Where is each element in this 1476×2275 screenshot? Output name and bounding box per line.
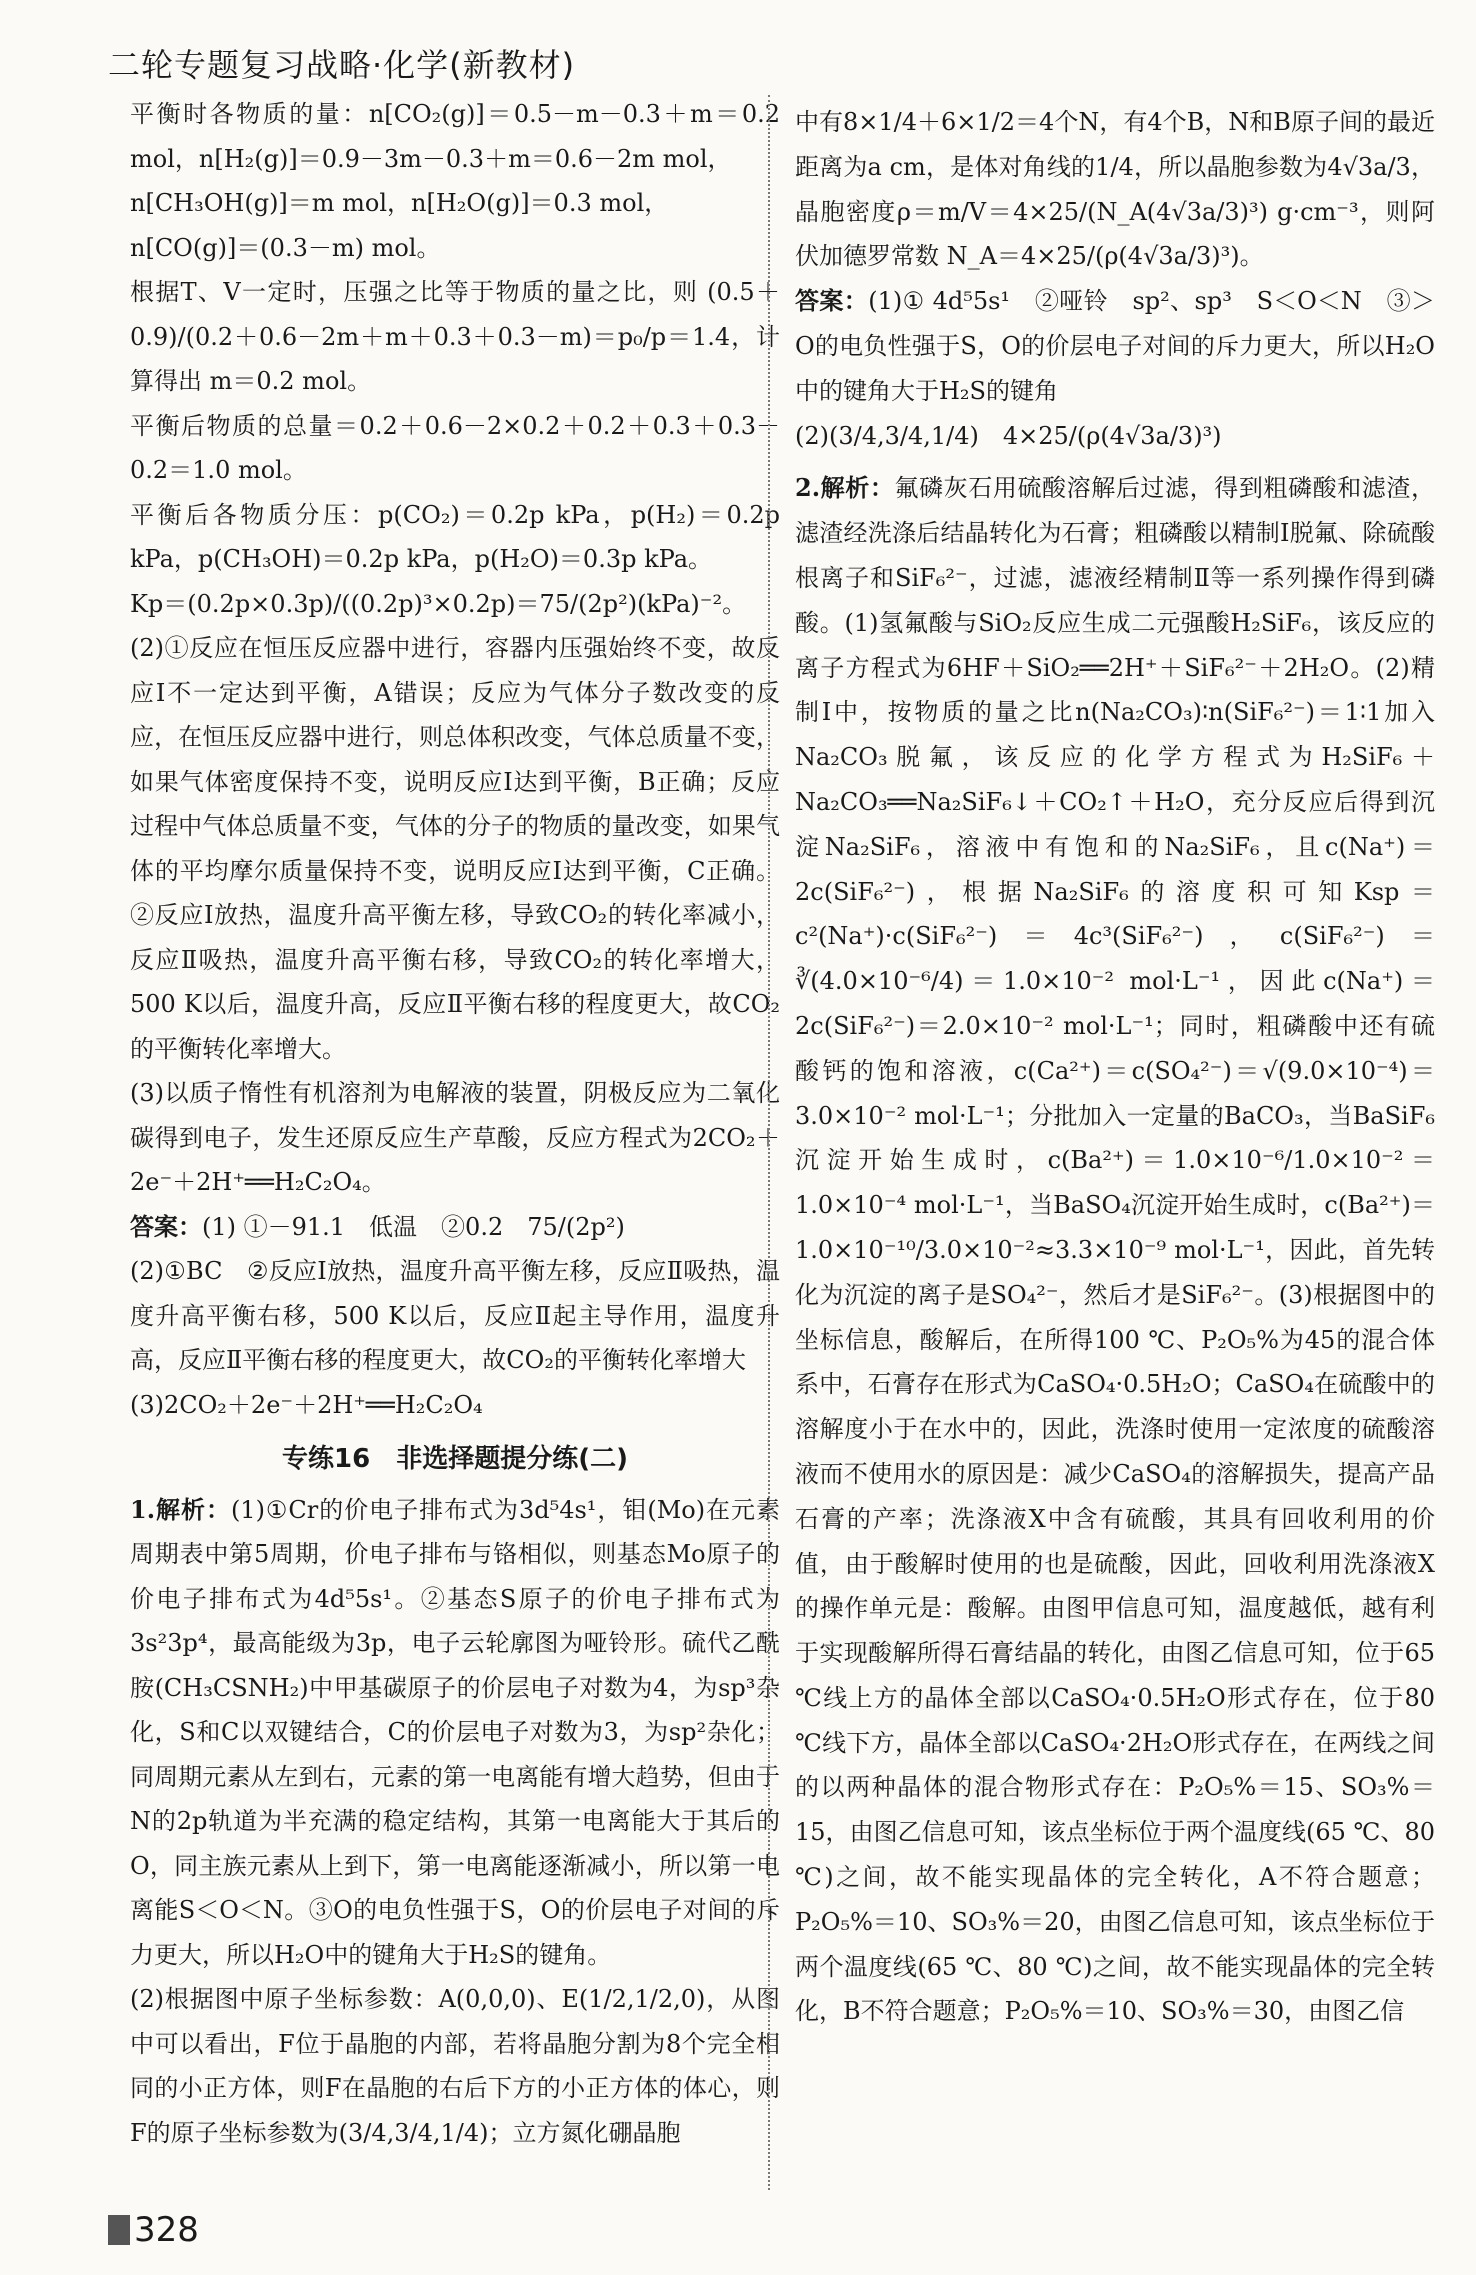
paragraph: 平衡后物质的总量＝0.2＋0.6－2×0.2＋0.2＋0.3＋0.3－0.2＝1.0 mol。 — [130, 411, 780, 484]
answer-line — [795, 279, 1459, 413]
answer-text: (1)① 4d⁵5s¹ ②哑铃 sp²、sp³ S＜O＜N ③＞ O的电负性强于S，O的价层电子对间的斥力更大，所以H₂O中的键角大于H₂S的键角 — [795, 287, 1459, 405]
answer-line: (2)①BC ②反应Ⅰ放热，温度升高平衡左移，反应Ⅱ吸热，温度升高平衡右移，500 K以后，反应Ⅱ起主导作用，温度升高，反应Ⅱ平衡右移的程度更大，故CO₂的平衡转化率增大 — [130, 1257, 780, 1374]
page-corner-icon — [108, 2215, 130, 2245]
question-label: 1.解析： — [130, 1494, 231, 1524]
question-text: (1)①Cr的价电子排布式为3d⁵4s¹，钼(Mo)在元素周期表中第5周期，价电子排布与铬相似，则基态Mo原子的价电子排布式为4d⁵5s¹。②基态S原子的价电子排布式为3s²3p⁴，最高能级为3p，电子云轮廓图为哑铃形。硫代乙酰胺(CH₃CSNH₂)中甲基碳原子的价层电子对数为4，为sp³杂化，S和C以双键结合，C的价层电子对数为3，为sp²杂化；同周期元素从左到右，元素的第一电离能有增大趋势，但由于N的2p轨道为半充满的稳定结构，其第一电离能大于其后的O，同主族元素从上到下，第一电离能逐渐减小，所以第一电离能S＜O＜N。③O的电负性强于S，O的价层电子对间的斥力更大，所以H₂O中的键角大于H₂S的键角。 — [130, 1495, 780, 1969]
paragraph: (3)以质子惰性有机溶剂为电解液的装置，阴极反应为二氧化碳得到电子，发生还原反应生产草酸，反应方程式为2CO₂＋2e⁻＋2H⁺══H₂C₂O₄。 — [130, 1079, 780, 1196]
page-number-box — [108, 2210, 199, 2250]
paragraph: 根据T、V一定时，压强之比等于物质的量之比，则 (0.5＋0.9)/(0.2＋0.6－2m＋m＋0.3＋0.3－m)＝p₀/p＝1.4，计算得出 m＝0.2 mol。 — [130, 278, 780, 395]
answer-line: (3)2CO₂＋2e⁻＋2H⁺══H₂C₂O₄ — [130, 1390, 483, 1419]
answer-label: 答案： — [130, 1211, 202, 1241]
answer-line — [130, 1205, 780, 1250]
page-header: 二轮专题复习战略·化学(新教材) — [108, 46, 576, 84]
answer-line: (2)(3/4,3/4,1/4) 4×25/(ρ(4√3a/3)³) — [795, 421, 1222, 450]
right-column — [795, 100, 1459, 2034]
paragraph: 平衡后各物质分压：p(CO₂)＝0.2p kPa，p(H₂)＝0.2p kPa，p(CH₃OH)＝0.2p kPa，p(H₂O)＝0.3p kPa。 — [130, 500, 780, 573]
paragraph: 平衡时各物质的量：n[CO₂(g)]＝0.5－m－0.3＋m＝0.2 mol，n[H₂(g)]＝0.9－3m－0.3＋m＝0.6－2m mol， — [130, 100, 780, 173]
column-divider — [768, 95, 770, 2190]
paragraph: n[CO(g)]＝(0.3－m) mol。 — [130, 233, 441, 262]
question-text: 氟磷灰石用硫酸溶解后过滤，得到粗磷酸和滤渣，滤渣经洗涤后结晶转化为石膏；粗磷酸以精制Ⅰ脱氟、除硫酸根离子和SiF₆²⁻，过滤，滤液经精制Ⅱ等一系列操作得到磷酸。(1)氢氟酸与SiO₂反应生成二元强酸H₂SiF₆，该反应的离子方程式为6HF＋SiO₂══2H⁺＋SiF₆²⁻＋2H₂O。(2)精制Ⅰ中，按物质的量之比n(Na₂CO₃)∶n(SiF₆²⁻)＝1∶1加入Na₂CO₃脱氟，该反应的化学方程式为H₂SiF₆＋Na₂CO₃══Na₂SiF₆↓＋CO₂↑＋H₂O，充分反应后得到沉淀Na₂SiF₆，溶液中有饱和的Na₂SiF₆，且c(Na⁺)＝2c(SiF₆²⁻)，根据Na₂SiF₆的溶度积可知Ksp＝c²(Na⁺)·c(SiF₆²⁻)＝4c³(SiF₆²⁻)，c(SiF₆²⁻)＝∛(4.0×10⁻⁶/4)＝1.0×10⁻² mol·L⁻¹，因此c(Na⁺)＝2c(SiF₆²⁻)＝2.0×10⁻² mol·L⁻¹；同时，粗磷酸中还有硫酸钙的饱和溶液，c(Ca²⁺)＝c(SO₄²⁻)＝√(9.0×10⁻⁴)＝3.0×10⁻² mol·L⁻¹；分批加入一定量的BaCO₃，当BaSiF₆沉淀开始生成时，c(Ba²⁺)＝1.0×10⁻⁶/1.0×10⁻²＝1.0×10⁻⁴ mol·L⁻¹，当BaSO₄沉淀开始生成时，c(Ba²⁺)＝1.0×10⁻¹⁰/3.0×10⁻²≈3.3×10⁻⁹ mol·L⁻¹，因此，首先转化为沉淀的离子是SO₄²⁻，然后才是SiF₆²⁻。(3)根据图中的坐标信息，酸解后，在所得100 ℃、P₂O₅%为45的混合体系中，石膏存在形式为CaSO₄·0.5H₂O；CaSO₄在硫酸中的溶解度小于在水中的，因此，洗涤时使用一定浓度的硫酸溶液而不使用水的原因是：减少CaSO₄的溶解损失，提高产品石膏的产率；洗涤液X中含有硫酸，其具有回收利用的价值，由于酸解时使用的也是硫酸，因此，回收利用洗涤液X的操作单元是：酸解。由图甲信息可知，温度越低，越有利于实现酸解所得石膏结晶的转化，由图乙信息可知，位于65 ℃线上方的晶体全部以CaSO₄·0.5H₂O形式存在，位于80 ℃线下方，晶体全部以CaSO₄·2H₂O形式存在，在两线之间的以两种晶体的混合物形式存在：P₂O₅%＝15、SO₃%＝15，由图乙信息可知，该点坐标位于两个温度线(65 ℃、80 ℃)之间，故不能实现晶体的完全转化，A不符合题意；P₂O₅%＝10、SO₃%＝20，由图乙信息可知，该点坐标位于两个温度线(65 ℃、80 ℃)之间，故不能实现晶体的完全转化，B不符合题意；P₂O₅%＝10、SO₃%＝30，由图乙信 — [795, 474, 1435, 2026]
paragraph: n[CH₃OH(g)]＝m mol，n[H₂O(g)]＝0.3 mol， — [130, 189, 669, 217]
question-1 — [130, 1488, 780, 1978]
answer-text: (1) ①－91.1 低温 ②0.2 75/(2p²) — [202, 1212, 625, 1241]
paragraph: (2)根据图中原子坐标参数：A(0,0,0)、E(1/2,1/2,0)，从图中可以看出，F位于晶胞的内部，若将晶胞分割为8个完全相同的小正方体，则F在晶胞的右后下方的小正方体的体心，则F的原子坐标参数为(3/4,3/4,1/4)；立方氮化硼晶胞 — [130, 1985, 780, 2147]
question-label: 2.解析： — [795, 473, 895, 503]
formula-kp: Kp＝(0.2p×0.3p)/((0.2p)³×0.2p)＝75/(2p²)(kPa)⁻²。 — [130, 589, 747, 618]
left-column — [130, 92, 780, 2155]
section-title: 专练16 非选择题提分练(二) — [282, 1444, 628, 1474]
answer-label: 答案： — [795, 286, 869, 316]
paragraph: 中有8×1/4＋6×1/2＝4个N，有4个B，N和B原子间的最近距离为a cm，是体对角线的1/4，所以晶胞参数为4√3a/3，晶胞密度ρ＝m/V＝4×25/(N_A(4√3a/3)³) g·cm⁻³，则阿伏加德罗常数 N_A＝4×25/(ρ(4√3a/3)³)。 — [795, 108, 1435, 271]
page-number: 328 — [134, 2210, 199, 2250]
question-2 — [795, 466, 1435, 2034]
paragraph: (2)①反应在恒压反应器中进行，容器内压强始终不变，故反应Ⅰ不一定达到平衡，A错误；反应为气体分子数改变的反应，在恒压反应器中进行，则总体积改变，气体总质量不变，如果气体密度保持不变，说明反应Ⅰ达到平衡，B正确；反应过程中气体总质量不变，气体的分子的物质的量改变，如果气体的平均摩尔质量保持不变，说明反应Ⅰ达到平衡，C正确。②反应Ⅰ放热，温度升高平衡左移，导致CO₂的转化率减小，反应Ⅱ吸热，温度升高平衡右移，导致CO₂的转化率增大，500 K以后，温度升高，反应Ⅱ平衡右移的程度更大，故CO₂的平衡转化率增大。 — [130, 634, 780, 1063]
